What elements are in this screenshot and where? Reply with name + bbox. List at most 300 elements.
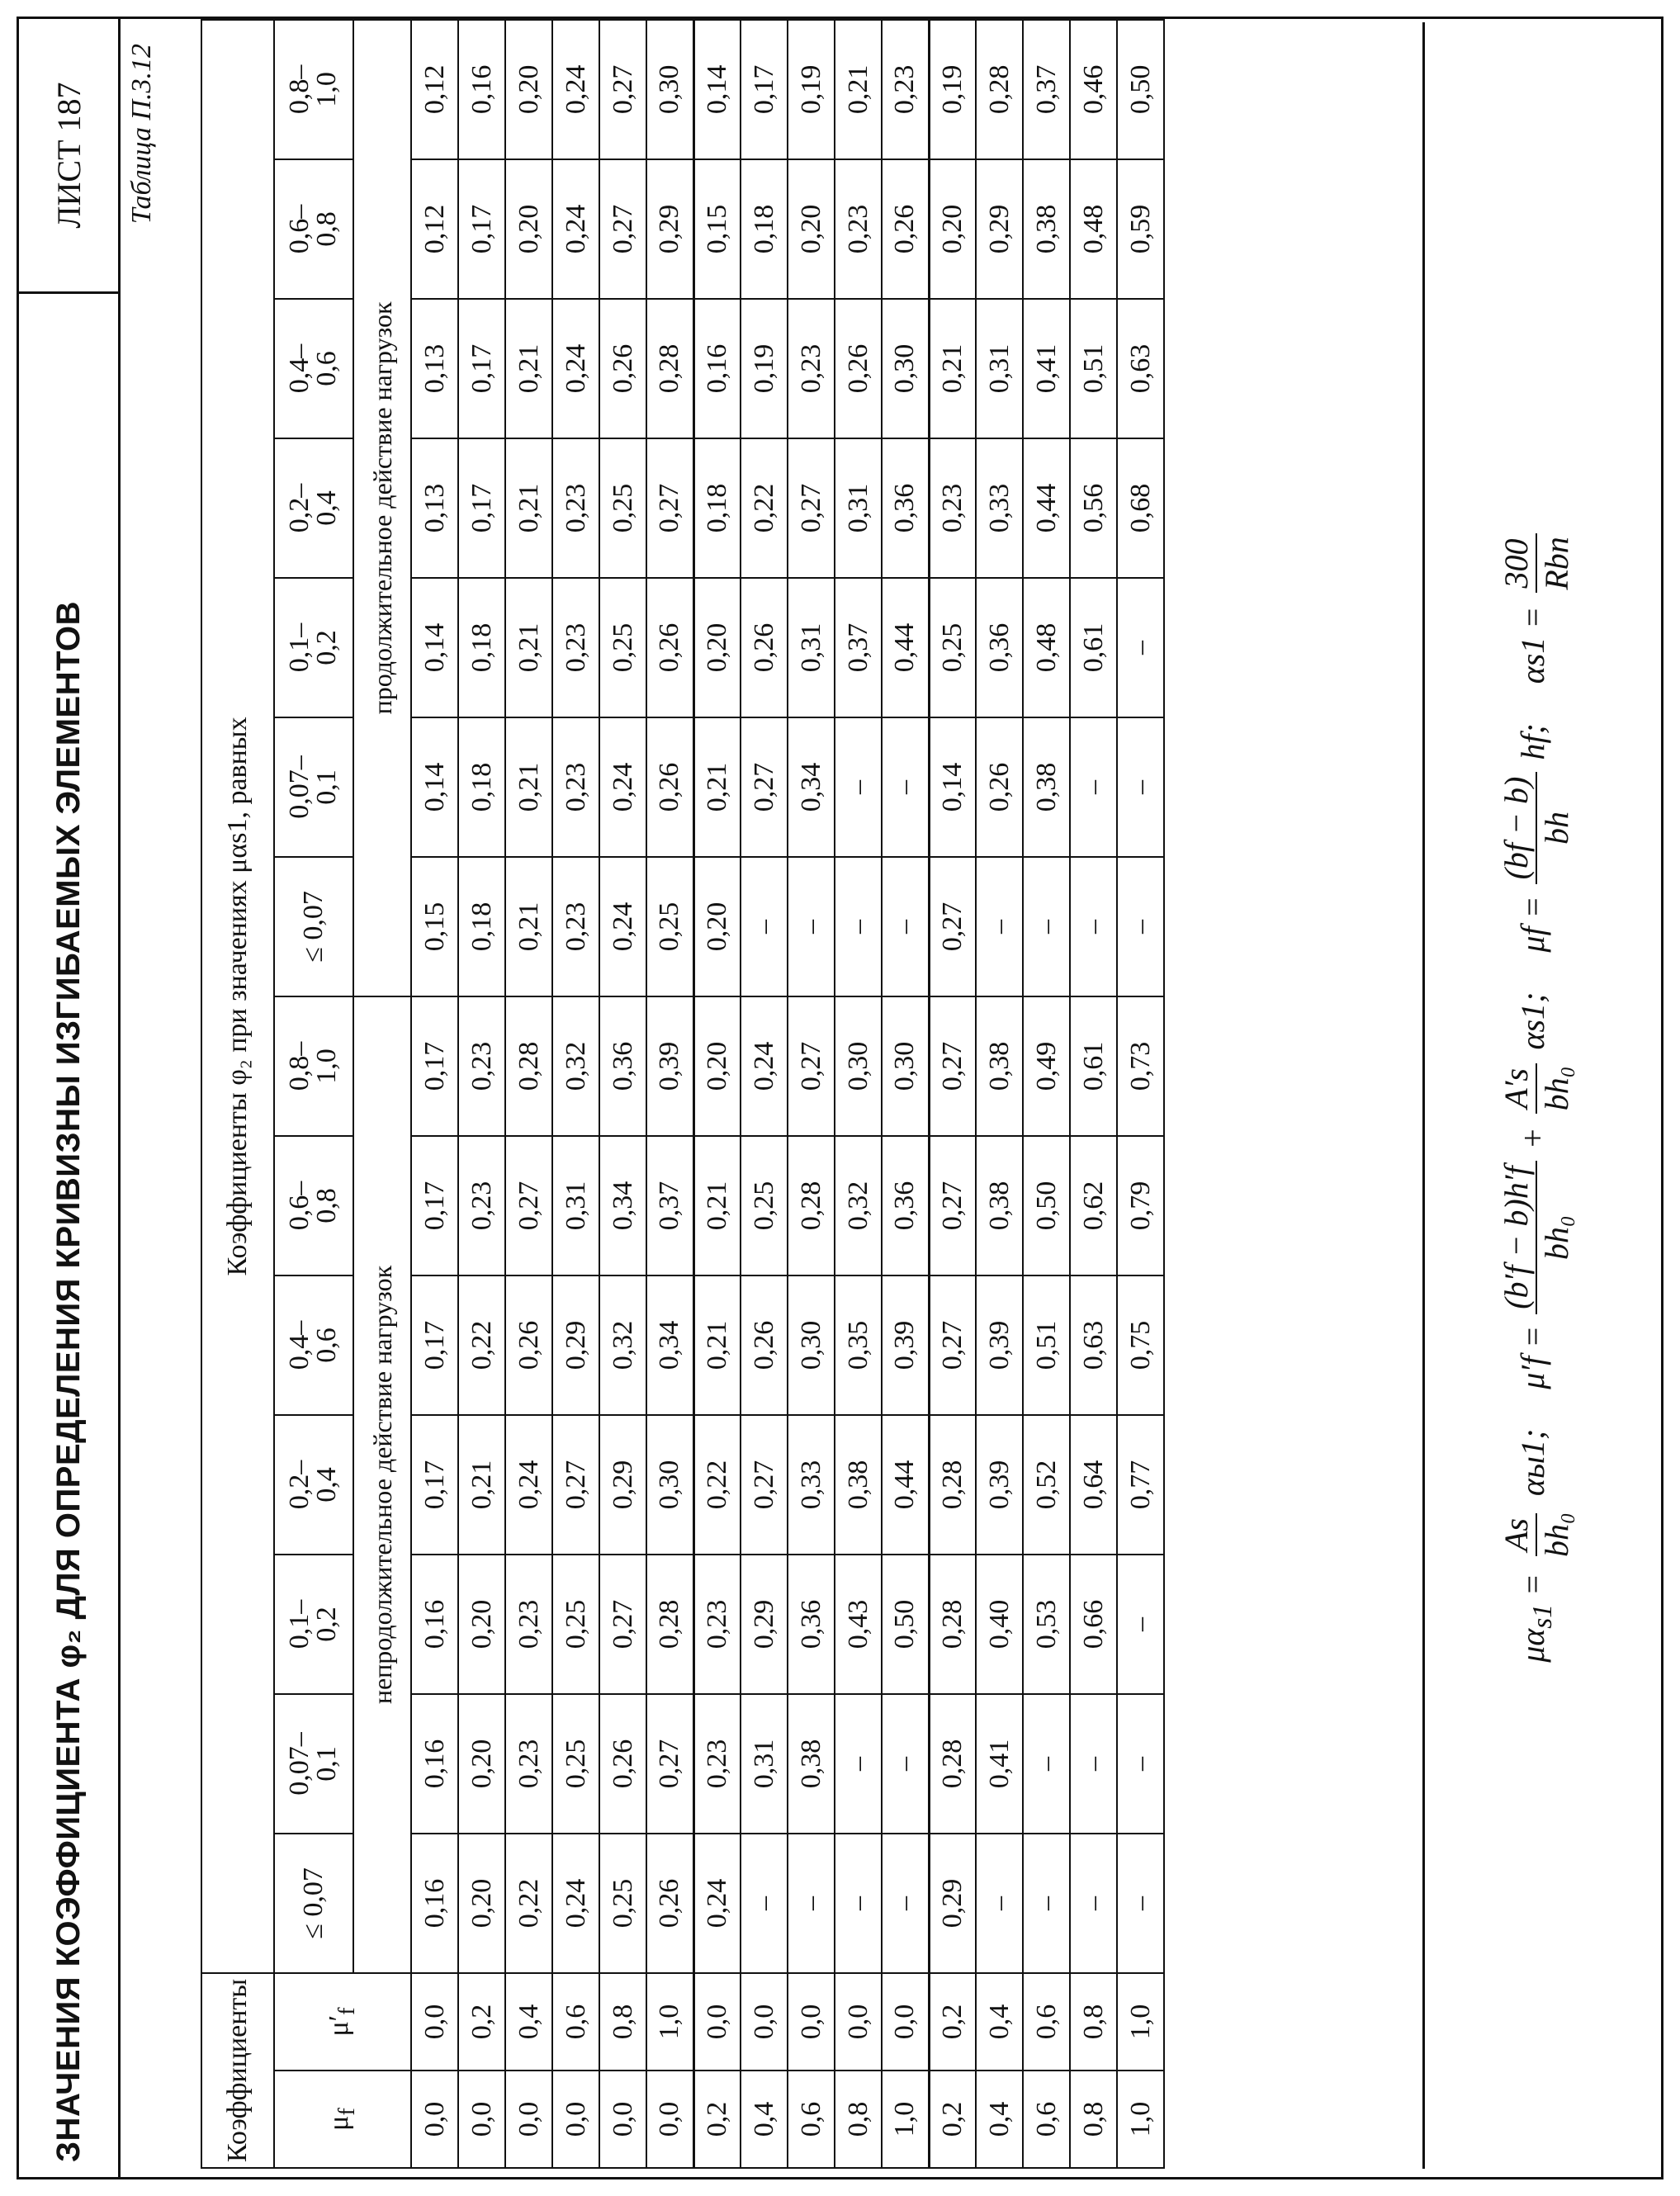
- phi2-short-value: 0,27: [646, 1694, 693, 1834]
- phi2-short-value: 0,40: [976, 1555, 1023, 1694]
- phi2-long-value: –: [741, 857, 788, 996]
- phi2-short-value: 0,26: [505, 1275, 552, 1415]
- mu-f-value: 0,6: [788, 2071, 835, 2168]
- short-term-load-header: непродолжительное действие нагрузок: [353, 996, 411, 1973]
- range-header: [274, 578, 353, 717]
- phi2-long-value: 0,30: [646, 20, 693, 159]
- phi2-short-value: 0,25: [552, 1694, 599, 1834]
- formula-mu-pf-tail: αs1;: [1514, 992, 1552, 1050]
- formula-mu-f-eq: =: [1514, 887, 1552, 927]
- table-reference: Таблица П.3.12: [126, 44, 157, 225]
- mu-pf-value: 0,8: [599, 1973, 646, 2071]
- phi2-short-value: 0,28: [929, 1694, 976, 1834]
- phi2-long-value: 0,38: [1023, 159, 1070, 299]
- formula-block: [1422, 22, 1648, 2169]
- phi2-long-value: 0,21: [505, 438, 552, 578]
- phi2-short-value: 0,62: [1070, 1136, 1117, 1275]
- phi2-long-value: 0,27: [788, 438, 835, 578]
- range-header: [274, 1275, 353, 1415]
- phi2-short-value: 0,38: [976, 1136, 1023, 1275]
- phi2-short-value: 0,23: [693, 1555, 741, 1694]
- phi2-long-value: 0,18: [458, 857, 505, 996]
- phi2-long-value: 0,13: [411, 299, 458, 438]
- mu-f-subscript: f: [334, 2108, 361, 2116]
- phi2-short-value: 0,49: [1023, 996, 1070, 1136]
- phi2-short-value: 0,37: [646, 1136, 693, 1275]
- phi2-long-value: 0,20: [505, 20, 552, 159]
- phi2-long-value: 0,46: [1070, 20, 1117, 159]
- formula-mu-f-lhs: μf: [1514, 926, 1552, 953]
- phi2-long-value: 0,23: [882, 20, 929, 159]
- phi2-short-value: 0,44: [882, 1415, 929, 1555]
- phi2-short-value: –: [1117, 1555, 1164, 1694]
- phi2-long-value: 0,24: [599, 857, 646, 996]
- phi2-short-value: 0,26: [599, 1694, 646, 1834]
- phi2-long-value: 0,16: [458, 20, 505, 159]
- phi2-short-value: 0,52: [1023, 1415, 1070, 1555]
- phi2-long-value: 0,44: [1023, 438, 1070, 578]
- range-header: [274, 1694, 353, 1834]
- phi2-short-value: 0,35: [835, 1275, 882, 1415]
- formula-mu-alpha-lhs: μα: [1514, 1628, 1552, 1663]
- range-header: [274, 159, 353, 299]
- phi2-short-value: 0,77: [1117, 1415, 1164, 1555]
- phi2-long-value: 0,48: [1023, 578, 1070, 717]
- range-header: [274, 438, 353, 578]
- phi2-long-value: –: [1070, 857, 1117, 996]
- phi2-short-value: 0,16: [411, 1694, 458, 1834]
- mu-f-value: 0,0: [458, 2071, 505, 2168]
- range-header: [274, 717, 353, 857]
- phi2-short-value: 0,28: [929, 1555, 976, 1694]
- phi2-short-value: 0,23: [505, 1555, 552, 1694]
- mu-pf-value: 0,0: [882, 1973, 929, 2071]
- phi2-short-value: 0,28: [788, 1136, 835, 1275]
- phi2-long-value: 0,14: [411, 578, 458, 717]
- phi2-long-value: 0,29: [976, 159, 1023, 299]
- phi2-long-value: 0,38: [1023, 717, 1070, 857]
- table-row: [835, 20, 882, 2168]
- phi2-long-value: 0,20: [693, 578, 741, 717]
- phi2-short-value: 0,61: [1070, 996, 1117, 1136]
- phi2-short-value: 0,39: [976, 1275, 1023, 1415]
- phi2-long-value: 0,63: [1117, 299, 1164, 438]
- phi2-long-value: –: [1023, 857, 1070, 996]
- phi2-short-value: 0,27: [929, 996, 976, 1136]
- phi2-short-value: 0,17: [411, 996, 458, 1136]
- mu-pf-value: 0,0: [835, 1973, 882, 2071]
- phi2-long-value: 0,26: [741, 578, 788, 717]
- fraction-numerator: 300: [1497, 533, 1537, 593]
- phi2-short-value: 0,36: [599, 996, 646, 1136]
- phi2-short-value: –: [1117, 1834, 1164, 1973]
- phi2-long-value: 0,12: [411, 20, 458, 159]
- mu-f-value: 0,0: [411, 2071, 458, 2168]
- mu-pf-value: 0,6: [552, 1973, 599, 2071]
- phi2-short-value: 0,32: [835, 1136, 882, 1275]
- phi2-long-value: –: [1117, 578, 1164, 717]
- phi2-long-value: 0,31: [976, 299, 1023, 438]
- table-row: [693, 20, 741, 2168]
- phi2-long-value: 0,23: [552, 578, 599, 717]
- fraction-numerator: A′s: [1497, 1063, 1537, 1114]
- phi2-short-value: –: [788, 1834, 835, 1973]
- phi2-short-value: 0,20: [458, 1834, 505, 1973]
- mu-f-value: 0,4: [741, 2071, 788, 2168]
- phi2-long-value: 0,29: [646, 159, 693, 299]
- phi2-short-value: 0,21: [693, 1275, 741, 1415]
- mu-f-value: 1,0: [1117, 2071, 1164, 2168]
- phi2-long-value: 0,19: [741, 299, 788, 438]
- phi2-short-value: 0,22: [458, 1275, 505, 1415]
- phi2-short-value: 0,23: [458, 1136, 505, 1275]
- phi2-long-value: 0,19: [788, 20, 835, 159]
- mu-f-value: 0,0: [552, 2071, 599, 2168]
- phi2-long-value: 0,37: [835, 578, 882, 717]
- phi2-long-value: 0,23: [835, 159, 882, 299]
- phi2-short-value: 0,27: [599, 1555, 646, 1694]
- phi2-short-value: 0,23: [458, 996, 505, 1136]
- table-body: [411, 20, 1164, 2168]
- phi2-long-value: 0,27: [599, 159, 646, 299]
- range-label: 0,07– 0,1: [284, 755, 342, 819]
- phi2-long-value: 0,26: [976, 717, 1023, 857]
- phi2-short-value: 0,26: [741, 1275, 788, 1415]
- phi2-short-value: 0,29: [552, 1275, 599, 1415]
- phi2-short-value: 0,27: [505, 1136, 552, 1275]
- phi2-short-value: 0,38: [788, 1694, 835, 1834]
- fraction: [1497, 1062, 1576, 1116]
- phi2-long-value: –: [1070, 717, 1117, 857]
- table-row: [552, 20, 599, 2168]
- range-header: [274, 20, 353, 159]
- mu-pf-value: 0,0: [741, 1973, 788, 2071]
- phi2-short-value: 0,27: [929, 1136, 976, 1275]
- table-row: [599, 20, 646, 2168]
- phi2-long-value: 0,28: [976, 20, 1023, 159]
- phi2-long-value: –: [835, 857, 882, 996]
- mu-pf-value: 0,0: [411, 1973, 458, 2071]
- phi2-long-value: 0,21: [505, 857, 552, 996]
- mu-pf-value: 0,4: [505, 1973, 552, 2071]
- phi2-long-value: –: [1117, 857, 1164, 996]
- fraction: [1497, 772, 1576, 885]
- phi2-short-value: 0,25: [741, 1136, 788, 1275]
- fraction-denominator: bh₀: [1538, 1512, 1575, 1558]
- phi2-long-value: 0,21: [505, 299, 552, 438]
- phi2-long-value: 0,15: [693, 159, 741, 299]
- mu-f-value: 0,4: [976, 2071, 1023, 2168]
- range-header: [274, 1415, 353, 1555]
- phi2-long-value: 0,36: [976, 578, 1023, 717]
- phi2-long-value: 0,15: [411, 857, 458, 996]
- phi2-short-value: 0,63: [1070, 1275, 1117, 1415]
- sheet-number: ЛИСТ 187: [19, 19, 118, 294]
- range-header: [274, 1136, 353, 1275]
- mu-f-value: 0,8: [835, 2071, 882, 2168]
- range-label: 0,8– 1,0: [284, 64, 342, 115]
- range-label: ≤ 0,07: [298, 1867, 329, 1939]
- phi2-short-value: 0,27: [929, 1275, 976, 1415]
- phi2-long-value: 0,25: [599, 578, 646, 717]
- formula-alpha-lhs: αs1: [1514, 637, 1552, 684]
- mu-pf-header: [274, 1973, 411, 2071]
- fraction: [1497, 532, 1576, 594]
- phi2-short-value: 0,38: [835, 1415, 882, 1555]
- mu-pf-value: 0,2: [458, 1973, 505, 2071]
- phi2-short-value: 0,30: [882, 996, 929, 1136]
- phi2-long-value: 0,23: [788, 299, 835, 438]
- phi2-short-value: 0,39: [882, 1275, 929, 1415]
- phi2-long-value: 0,37: [1023, 20, 1070, 159]
- range-label: 0,8– 1,0: [284, 1041, 342, 1091]
- phi2-long-value: 0,27: [599, 20, 646, 159]
- phi2-short-value: 0,28: [646, 1555, 693, 1694]
- phi2-long-value: 0,17: [458, 159, 505, 299]
- header-bar: [19, 19, 121, 2177]
- phi2-short-value: 0,50: [882, 1555, 929, 1694]
- phi2-short-value: 0,29: [929, 1834, 976, 1973]
- range-header: [274, 299, 353, 438]
- mu-f-value: 1,0: [882, 2071, 929, 2168]
- phi2-long-value: 0,27: [929, 857, 976, 996]
- phi2-long-value: –: [835, 717, 882, 857]
- formula-mu-alpha-tail: αы1;: [1514, 1428, 1552, 1497]
- phi2-short-value: 0,26: [646, 1834, 693, 1973]
- phi2-short-value: 0,33: [788, 1415, 835, 1555]
- phi2-long-value: 0,20: [929, 159, 976, 299]
- phi2-short-value: 0,34: [646, 1275, 693, 1415]
- table-row: [411, 20, 458, 2168]
- phi2-long-value: 0,26: [599, 299, 646, 438]
- phi2-short-value: –: [882, 1694, 929, 1834]
- phi2-short-value: 0,32: [552, 996, 599, 1136]
- phi2-long-value: 0,14: [929, 717, 976, 857]
- mu-pf-value: 0,4: [976, 1973, 1023, 2071]
- mu-pf-value: 1,0: [1117, 1973, 1164, 2071]
- phi2-long-value: 0,21: [835, 20, 882, 159]
- phi2-long-value: 0,41: [1023, 299, 1070, 438]
- phi2-short-value: 0,20: [693, 996, 741, 1136]
- phi2-short-value: 0,24: [505, 1415, 552, 1555]
- range-label: 0,4– 0,6: [284, 343, 342, 394]
- phi2-short-value: 0,34: [599, 1136, 646, 1275]
- fraction-denominator: bh: [1538, 812, 1575, 845]
- formula-alpha-s1: [1497, 528, 1576, 684]
- formula-mu-alpha: [1497, 1429, 1576, 1663]
- phi2-short-value: 0,30: [788, 1275, 835, 1415]
- phi2-short-value: 0,38: [976, 996, 1023, 1136]
- phi2-long-value: 0,17: [458, 299, 505, 438]
- phi2-short-value: 0,22: [693, 1415, 741, 1555]
- phi2-short-value: –: [835, 1694, 882, 1834]
- phi2-long-value: –: [976, 857, 1023, 996]
- phi2-short-value: 0,30: [646, 1415, 693, 1555]
- phi2-long-value: 0,13: [411, 438, 458, 578]
- phi2-short-value: 0,27: [741, 1415, 788, 1555]
- phi2-long-value: 0,17: [458, 438, 505, 578]
- range-label: 0,2– 0,4: [284, 483, 342, 533]
- phi2-long-value: 0,21: [929, 299, 976, 438]
- phi2-short-value: 0,32: [599, 1275, 646, 1415]
- phi2-short-value: 0,31: [552, 1136, 599, 1275]
- mu-f-value: 0,6: [1023, 2071, 1070, 2168]
- table-row: [458, 20, 505, 2168]
- phi2-short-value: 0,24: [741, 996, 788, 1136]
- phi2-long-value: 0,20: [505, 159, 552, 299]
- phi2-short-value: 0,24: [552, 1834, 599, 1973]
- phi2-short-value: 0,17: [411, 1275, 458, 1415]
- phi2-long-value: 0,25: [646, 857, 693, 996]
- phi2-short-value: –: [882, 1834, 929, 1973]
- fraction-denominator: Rbn: [1538, 537, 1575, 590]
- range-label: 0,1– 0,2: [284, 622, 342, 673]
- table-row: [1023, 20, 1070, 2168]
- mu-f-symbol: μ: [324, 2115, 355, 2131]
- phi2-short-value: –: [1070, 1694, 1117, 1834]
- phi2-long-value: 0,59: [1117, 159, 1164, 299]
- phi2-long-value: 0,17: [741, 20, 788, 159]
- mu-pf-symbol: μ′: [324, 2014, 355, 2037]
- phi2-short-value: –: [1023, 1834, 1070, 1973]
- phi2-short-value: 0,73: [1117, 996, 1164, 1136]
- range-label: 0,1– 0,2: [284, 1599, 342, 1649]
- mu-pf-value: 0,8: [1070, 1973, 1117, 2071]
- range-label: 0,6– 0,8: [284, 204, 342, 254]
- phi2-short-value: –: [1117, 1694, 1164, 1834]
- phi2-long-value: 0,28: [646, 299, 693, 438]
- phi2-long-value: 0,21: [505, 578, 552, 717]
- phi2-long-value: –: [788, 857, 835, 996]
- fraction: [1497, 1161, 1576, 1313]
- range-label: 0,4– 0,6: [284, 1320, 342, 1370]
- phi2-short-value: 0,25: [599, 1834, 646, 1973]
- phi2-long-value: –: [1117, 717, 1164, 857]
- phi2-short-value: 0,27: [552, 1415, 599, 1555]
- phi2-long-value: 0,27: [646, 438, 693, 578]
- range-header: [274, 857, 353, 996]
- phi2-long-value: 0,23: [552, 857, 599, 996]
- phi2-long-value: 0,30: [882, 299, 929, 438]
- page-title: ЗНАЧЕНИЯ КОЭФФИЦИЕНТА φ₂ ДЛЯ ОПРЕДЕЛЕНИЯ КРИВИЗНЫ ИЗГИБАЕМЫХ ЭЛЕМЕНТОВ: [50, 600, 87, 2162]
- table-row: [788, 20, 835, 2168]
- phi2-long-value: 0,51: [1070, 299, 1117, 438]
- phi2-short-value: 0,23: [505, 1694, 552, 1834]
- phi2-short-value: 0,20: [458, 1555, 505, 1694]
- mu-pf-value: 0,0: [788, 1973, 835, 2071]
- phi2-short-value: 0,22: [505, 1834, 552, 1973]
- phi2-long-value: 0,50: [1117, 20, 1164, 159]
- phi2-long-value: 0,26: [646, 717, 693, 857]
- phi2-short-value: 0,36: [788, 1555, 835, 1694]
- mu-f-value: 0,0: [599, 2071, 646, 2168]
- phi2-short-value: 0,23: [693, 1694, 741, 1834]
- phi2-long-value: 0,25: [929, 578, 976, 717]
- mu-pf-value: 0,6: [1023, 1973, 1070, 2071]
- phi2-long-value: 0,21: [505, 717, 552, 857]
- phi2-short-value: 0,43: [835, 1555, 882, 1694]
- phi2-long-value: 0,61: [1070, 578, 1117, 717]
- phi2-long-value: 0,26: [646, 578, 693, 717]
- phi2-long-value: 0,34: [788, 717, 835, 857]
- phi2-short-value: 0,17: [411, 1136, 458, 1275]
- range-label: 0,2– 0,4: [284, 1460, 342, 1510]
- table-row: [929, 20, 976, 2168]
- formula-plus: +: [1514, 1119, 1552, 1150]
- coefficient-table: [201, 19, 1165, 2169]
- phi2-long-value: 0,24: [599, 717, 646, 857]
- phi2-long-value: 0,18: [458, 717, 505, 857]
- mu-f-value: 0,2: [693, 2071, 741, 2168]
- mu-pf-value: 1,0: [646, 1973, 693, 2071]
- phi2-long-value: 0,26: [882, 159, 929, 299]
- phi2-short-value: 0,29: [741, 1555, 788, 1694]
- phi2-short-value: –: [741, 1834, 788, 1973]
- formula-mu-alpha-lhs-sub: s1: [1527, 1604, 1559, 1629]
- phi2-long-value: –: [882, 857, 929, 996]
- mu-f-header: [274, 2071, 411, 2168]
- phi2-short-value: 0,39: [976, 1415, 1023, 1555]
- phi2-short-value: 0,29: [599, 1415, 646, 1555]
- mu-pf-value: 0,0: [693, 1973, 741, 2071]
- formula-mu-pf: [1497, 992, 1576, 1389]
- phi2-long-value: 0,24: [552, 159, 599, 299]
- mu-f-value: 0,2: [929, 2071, 976, 2168]
- phi2-short-value: 0,75: [1117, 1275, 1164, 1415]
- phi2-long-value: 0,31: [788, 578, 835, 717]
- phi2-long-value: 0,68: [1117, 438, 1164, 578]
- phi2-long-value: 0,14: [693, 20, 741, 159]
- fraction: [1497, 1507, 1576, 1562]
- table-row: [646, 20, 693, 2168]
- phi2-long-value: 0,24: [552, 20, 599, 159]
- phi2-long-value: 0,14: [411, 717, 458, 857]
- phi2-long-value: 0,44: [882, 578, 929, 717]
- mu-f-value: 0,0: [505, 2071, 552, 2168]
- fraction-numerator: As: [1497, 1513, 1537, 1556]
- phi2-short-value: 0,66: [1070, 1555, 1117, 1694]
- range-header: [274, 1834, 353, 1973]
- fraction-numerator: (bf − b): [1497, 772, 1537, 885]
- formula-mu-f: [1497, 723, 1576, 952]
- formula-mu-pf-eq: =: [1514, 1317, 1552, 1356]
- phi2-short-value: 0,79: [1117, 1136, 1164, 1275]
- range-header: [274, 1555, 353, 1694]
- table-row: [505, 20, 552, 2168]
- mu-f-value: 0,8: [1070, 2071, 1117, 2168]
- phi2-short-value: –: [835, 1834, 882, 1973]
- mu-pf-value: 0,2: [929, 1973, 976, 2071]
- phi2-long-value: 0,18: [458, 578, 505, 717]
- phi2-short-value: 0,21: [458, 1415, 505, 1555]
- phi2-long-value: 0,18: [693, 438, 741, 578]
- phi2-short-value: 0,31: [741, 1694, 788, 1834]
- phi2-short-value: –: [976, 1834, 1023, 1973]
- mu-pf-subscript: f: [334, 2007, 361, 2015]
- phi2-short-value: 0,39: [646, 996, 693, 1136]
- phi2-long-value: 0,25: [599, 438, 646, 578]
- formula-mu-pf-lhs: μ′f: [1514, 1356, 1552, 1389]
- phi2-short-value: 0,20: [458, 1694, 505, 1834]
- phi2-short-value: 0,64: [1070, 1415, 1117, 1555]
- phi2-long-value: 0,24: [552, 299, 599, 438]
- phi2-long-value: 0,23: [929, 438, 976, 578]
- mu-f-value: 0,0: [646, 2071, 693, 2168]
- phi2-long-value: 0,19: [929, 20, 976, 159]
- phi2-long-value: 0,18: [741, 159, 788, 299]
- phi2-short-value: 0,25: [552, 1555, 599, 1694]
- phi2-short-value: 0,16: [411, 1555, 458, 1694]
